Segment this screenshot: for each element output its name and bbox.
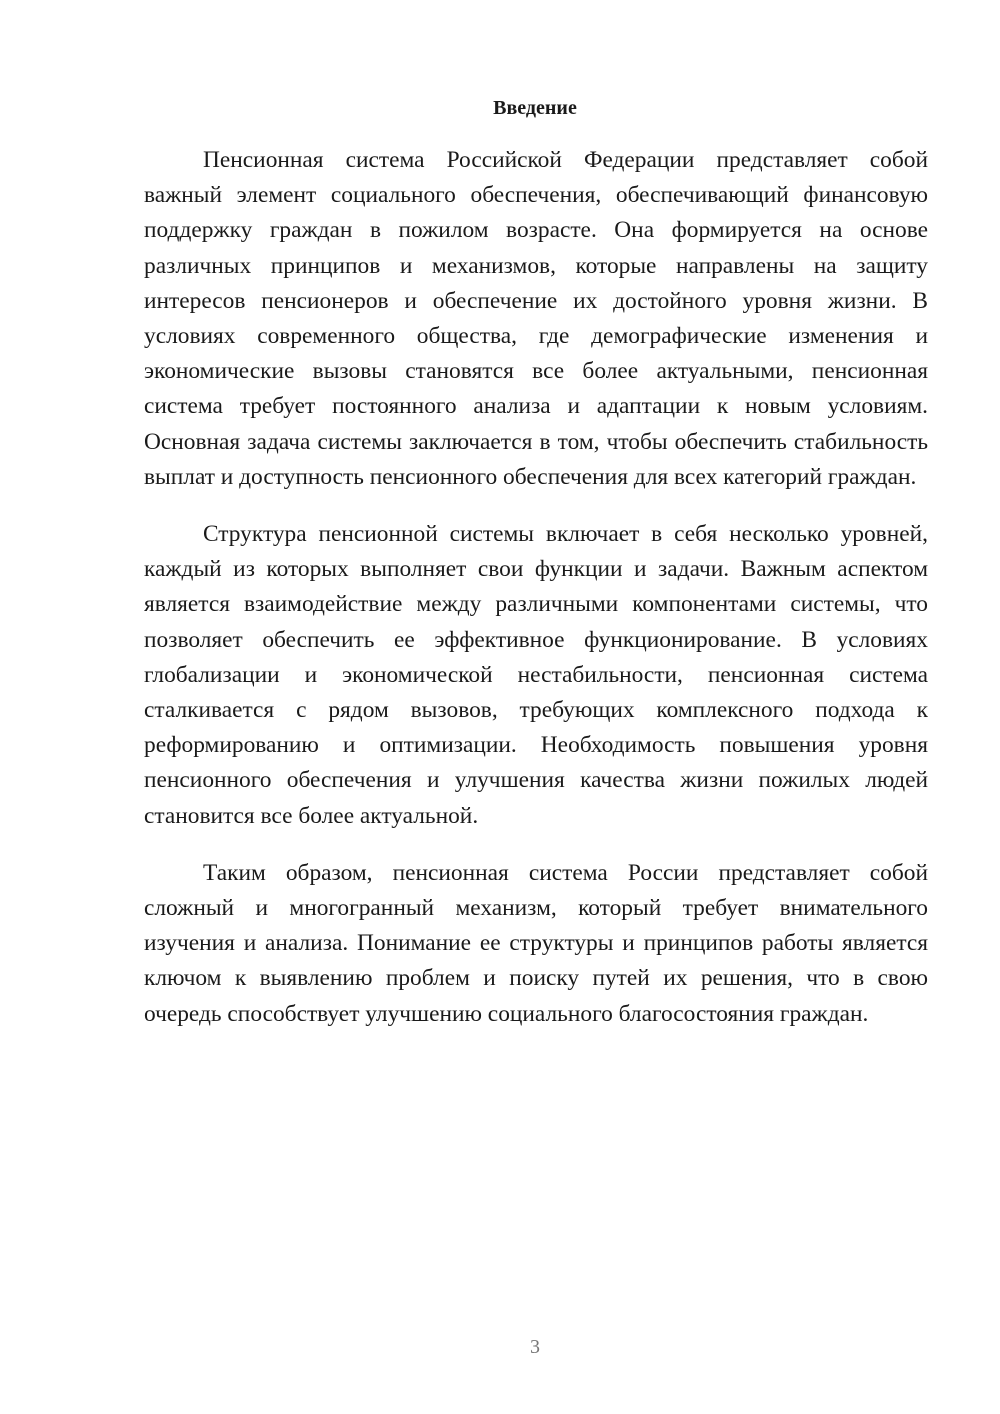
paragraph-2: Структура пенсионной системы включает в себя несколько уровней, каждый из которых выполняет свои функции и задачи. Важным аспектом является взаимодействие между различными компонентами системы, что позволяет обеспечить ее эффективное функционирование. В условиях глобализации и экономической нестабильности, пенсионная система сталкивается с рядом вызовов, требующих комплексного подхода к реформированию и оптимизации. Необходимость повышения уровня пенсионного обеспечения и улучшения качества жизни пожилых людей становится все более актуальной. [144, 521, 928, 829]
page-number: 3 [530, 1336, 540, 1358]
paragraph-1: Пенсионная система Российской Федерации представляет собой важный элемент социального обеспечения, обеспечивающий финансовую поддержку граждан в пожилом возрасте. Она формируется на основе различных принципов и механизмов, которые направлены на защиту интересов пенсионеров и обеспечение их достойного уровня жизни. В условиях современного общества, где демографические изменения и экономические вызовы становятся все более актуальными, пенсионная система требует постоянного анализа и адаптации к новым условиям. Основная задача системы заключается в том, чтобы обеспечить стабильность выплат и доступность пенсионного обеспечения для всех категорий граждан. [144, 147, 928, 490]
body-text [144, 143, 928, 1032]
page-title: Введение [493, 97, 577, 119]
paragraph-3: Таким образом, пенсионная система России представляет собой сложный и многогранный механизм, который требует внимательного изучения и анализа. Понимание ее структуры и принципов работы является ключом к выявлению проблем и поиску путей их решения, что в свою очередь способствует улучшению социального благосостояния граждан. [144, 859, 928, 1027]
